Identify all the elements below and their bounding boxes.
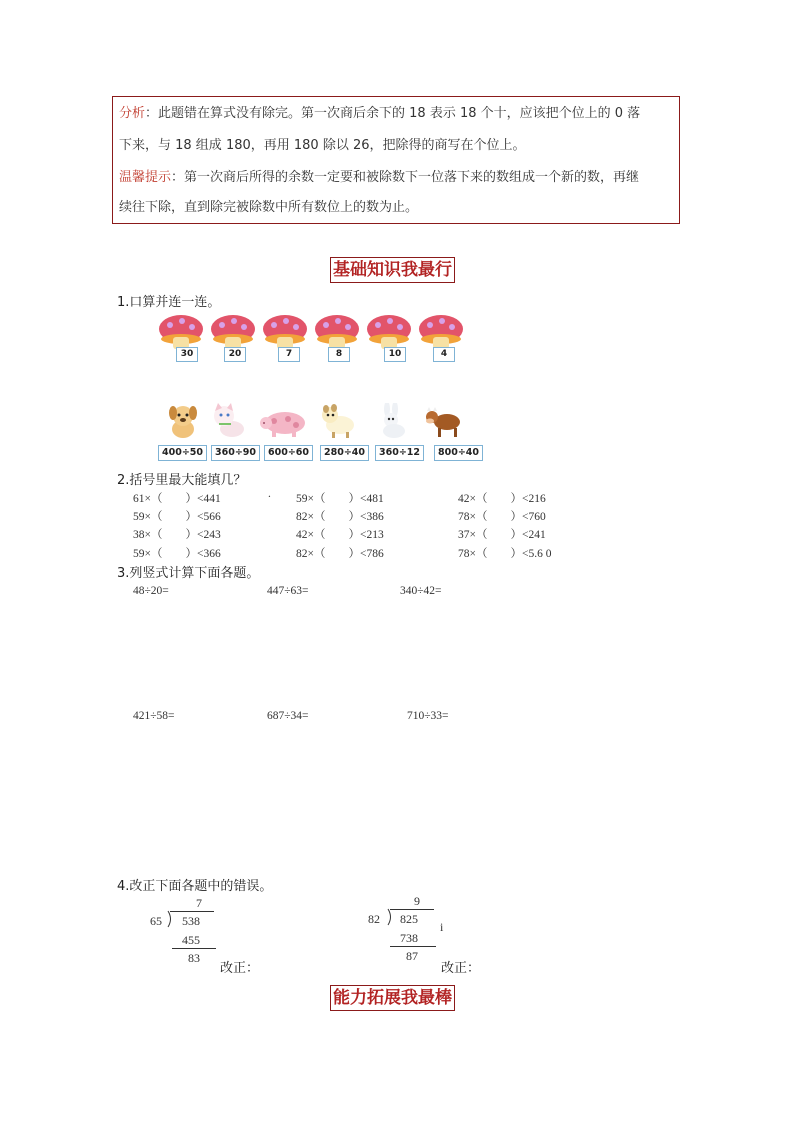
quotient: 9 — [414, 894, 420, 908]
mushroom-label: 4 — [433, 347, 455, 362]
fix-label-right: 改正： — [441, 961, 481, 976]
division-bar — [170, 911, 214, 912]
inequality-item: 38×（ ）<243 — [133, 529, 221, 541]
section-title-extension: 能力拓展我最棒 — [330, 985, 455, 1011]
rabbit-icon — [374, 403, 410, 443]
inequality-item: 78×（ ）<5.6 0 — [458, 548, 552, 560]
animal-label: 360÷90 — [211, 445, 260, 461]
divisor: 65 — [150, 914, 162, 928]
inequality-item: 42×（ ）<216 — [458, 493, 546, 505]
inequality-item: 78×（ ）<760 — [458, 511, 546, 523]
inequality-item: 61×（ ）<441 — [133, 493, 221, 505]
animal-label: 800÷40 — [434, 445, 483, 461]
kitten-icon — [210, 403, 250, 443]
tip-text: ：第一次商后所得的余数一定要和被除数下一位落下来的数组成一个新的数，再继 — [171, 170, 640, 185]
analysis-box — [112, 96, 680, 224]
inequality-item: 82×（ ）<386 — [296, 511, 384, 523]
product: 455 — [182, 933, 200, 947]
analysis-line-2: 下来，与 18 组成 180，再用 180 除以 26，把除得的商写在个位上。 — [119, 138, 526, 153]
inequality-item: 59×（ ）<366 — [133, 548, 221, 560]
question-4-title: 4.改正下面各题中的错误。 — [117, 879, 273, 894]
analysis-text: ：此题错在算式没有除完。第一次商后余下的 18 表示 18 个十，应该把个位上的 0 落 — [145, 106, 641, 121]
puppy-icon — [166, 403, 200, 443]
mushroom-label: 20 — [224, 347, 246, 362]
subtraction-line — [390, 946, 436, 947]
animal-label: 360÷12 — [375, 445, 424, 461]
sheep-icon — [318, 403, 358, 443]
inequality-item: 37×（ ）<241 — [458, 529, 546, 541]
division-problem: 687÷34= — [267, 710, 309, 722]
remainder: 83 — [188, 951, 200, 965]
inequality-item: 59×（ ）<481 — [296, 493, 384, 505]
mushroom-label: 8 — [328, 347, 350, 362]
quotient: 7 — [196, 896, 202, 910]
division-problem: 340÷42= — [400, 585, 442, 597]
fix-label-left: 改正： — [220, 961, 260, 976]
tip-line-2: 续往下除，直到除完被除数中所有数位上的数为止。 — [119, 200, 419, 215]
tip-line-1 — [119, 165, 673, 191]
division-problem: 710÷33= — [407, 710, 449, 722]
subtraction-line — [172, 948, 216, 949]
inequality-item: 42×（ ）<213 — [296, 529, 384, 541]
animal-label: 280÷40 — [320, 445, 369, 461]
animal-row — [158, 403, 488, 463]
divisor: 82 — [368, 912, 380, 926]
division-problem: 421÷58= — [133, 710, 175, 722]
question-1-title: 1.口算并连一连。 — [117, 295, 221, 310]
product: 738 — [400, 931, 418, 945]
tip-label: 温馨提示 — [119, 170, 172, 185]
mushroom-label: 10 — [384, 347, 406, 362]
dividend: 538 — [182, 914, 200, 928]
animal-label: 400÷50 — [158, 445, 207, 461]
section-title-basic: 基础知识我最行 — [330, 257, 455, 283]
dividend: 825 — [400, 912, 418, 926]
animal-label: 600÷60 — [264, 445, 313, 461]
division-bracket — [166, 910, 174, 928]
mushroom-label: 30 — [176, 347, 198, 362]
pig-icon — [258, 409, 308, 443]
question-2-title: 2.括号里最大能填几？ — [117, 473, 247, 488]
division-bar — [390, 909, 434, 910]
inequality-item: 59×（ ）<566 — [133, 511, 221, 523]
analysis-label: 分析 — [119, 106, 146, 121]
division-bracket — [386, 908, 394, 926]
stray-mark: i — [440, 920, 444, 934]
mushroom-label: 7 — [278, 347, 300, 362]
cow-icon — [424, 407, 464, 443]
mushroom-row — [158, 313, 488, 365]
division-problem: 447÷63= — [267, 585, 309, 597]
question-3-title: 3.列竖式计算下面各题。 — [117, 566, 260, 581]
analysis-line-1 — [119, 101, 673, 127]
inequality-item: 82×（ ）<786 — [296, 548, 384, 560]
remainder: 87 — [406, 949, 418, 963]
stray-dot: . — [268, 488, 271, 500]
division-problem: 48÷20= — [133, 585, 169, 597]
